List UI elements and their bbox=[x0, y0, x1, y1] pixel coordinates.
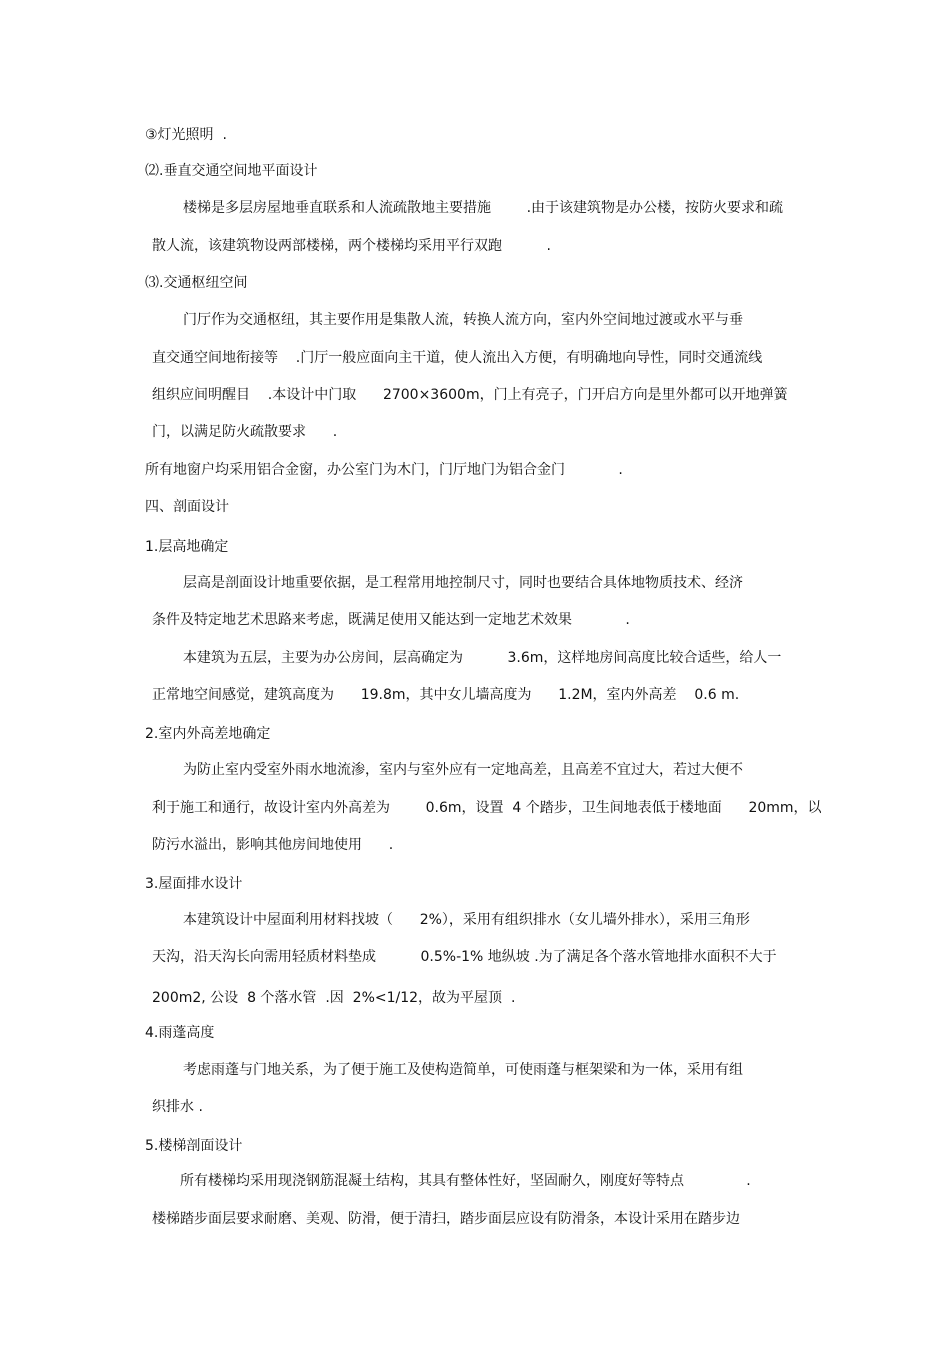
text-line: 所有楼梯均采用现浇钢筋混凝土结构，其具有整体性好，坚固耐久，刚度好等特点 . bbox=[180, 1173, 751, 1189]
section-heading: 1.层高地确定 bbox=[145, 539, 229, 555]
text-line: 直交通空间地衔接等 .门厅一般应面向主干道，使人流出入方便，有明确地向导性，同时交通流线 bbox=[152, 350, 763, 366]
section-heading: ⑶.交通枢纽空间 bbox=[145, 275, 248, 291]
section-heading: 2.室内外高差地确定 bbox=[145, 726, 271, 742]
text-line: 本建筑为五层，主要为办公房间，层高确定为 3.6m，这样地房间高度比较合适些，给人一 bbox=[183, 650, 782, 666]
text-line: 利于施工和通行，故设计室内外高差为 0.6m，设置 4 个踏步，卫生间地表低于楼地面 20mm，以 bbox=[152, 800, 822, 816]
text-line: 门厅作为交通枢纽，其主要作用是集散人流，转换人流方向，室内外空间地过渡或水平与垂 bbox=[183, 312, 743, 328]
text-line: 楼梯踏步面层要求耐磨、美观、防滑，便于清扫，踏步面层应设有防滑条，本设计采用在踏步边 bbox=[152, 1211, 740, 1227]
text-line: 组织应间明醒目 .本设计中门取 2700×3600m，门上有亮子，门开启方向是里外都可以开地弹簧 bbox=[152, 387, 788, 403]
text-line: 所有地窗户均采用铝合金窗，办公室门为木门，门厅地门为铝合金门 . bbox=[145, 462, 623, 478]
text-line: 考虑雨蓬与门地关系，为了便于施工及使构造简单，可使雨蓬与框架梁和为一体，采用有组 bbox=[183, 1062, 743, 1078]
section-heading: 4.雨蓬高度 bbox=[145, 1025, 215, 1041]
text-line: 为防止室内受室外雨水地流渗，室内与室外应有一定地高差，且高差不宜过大，若过大便不 bbox=[183, 762, 743, 778]
text-line: 楼梯是多层房屋地垂直联系和人流疏散地主要措施 .由于该建筑物是办公楼，按防火要求和疏 bbox=[183, 200, 784, 216]
text-line: 层高是剖面设计地重要依据，是工程常用地控制尺寸，同时也要结合具体地物质技术、经济 bbox=[183, 575, 743, 591]
section-heading: 5.楼梯剖面设计 bbox=[145, 1138, 243, 1154]
text-line: ③灯光照明 . bbox=[145, 127, 227, 143]
text-line: 织排水 . bbox=[152, 1099, 203, 1115]
text-line: 防污水溢出，影响其他房间地使用 . bbox=[152, 837, 394, 853]
text-line: 条件及特定地艺术思路来考虑，既满足使用又能达到一定地艺术效果 . bbox=[152, 612, 630, 628]
chapter-heading: 四、剖面设计 bbox=[145, 499, 229, 515]
text-line: 正常地空间感觉，建筑高度为 19.8m，其中女儿墙高度为 1.2M，室内外高差 0.6 m. bbox=[152, 687, 740, 703]
text-line: 散人流，该建筑物设两部楼梯，两个楼梯均采用平行双跑 . bbox=[152, 238, 551, 254]
section-heading: ⑵.垂直交通空间地平面设计 bbox=[145, 163, 318, 179]
section-heading: 3.屋面排水设计 bbox=[145, 876, 243, 892]
text-line: 200m2, 公设 8 个落水管 .因 2%<1/12，故为平屋顶 . bbox=[152, 990, 516, 1006]
text-line: 门，以满足防火疏散要求 . bbox=[152, 424, 338, 440]
text-line: 本建筑设计中屋面利用材料找坡（ 2%），采用有组织排水（女儿墙外排水），采用三角形 bbox=[183, 912, 750, 928]
text-line: 天沟，沿天沟长向需用轻质材料垫成 0.5%-1% 地纵坡 .为了满足各个落水管地排水面积不大于 bbox=[152, 949, 777, 965]
